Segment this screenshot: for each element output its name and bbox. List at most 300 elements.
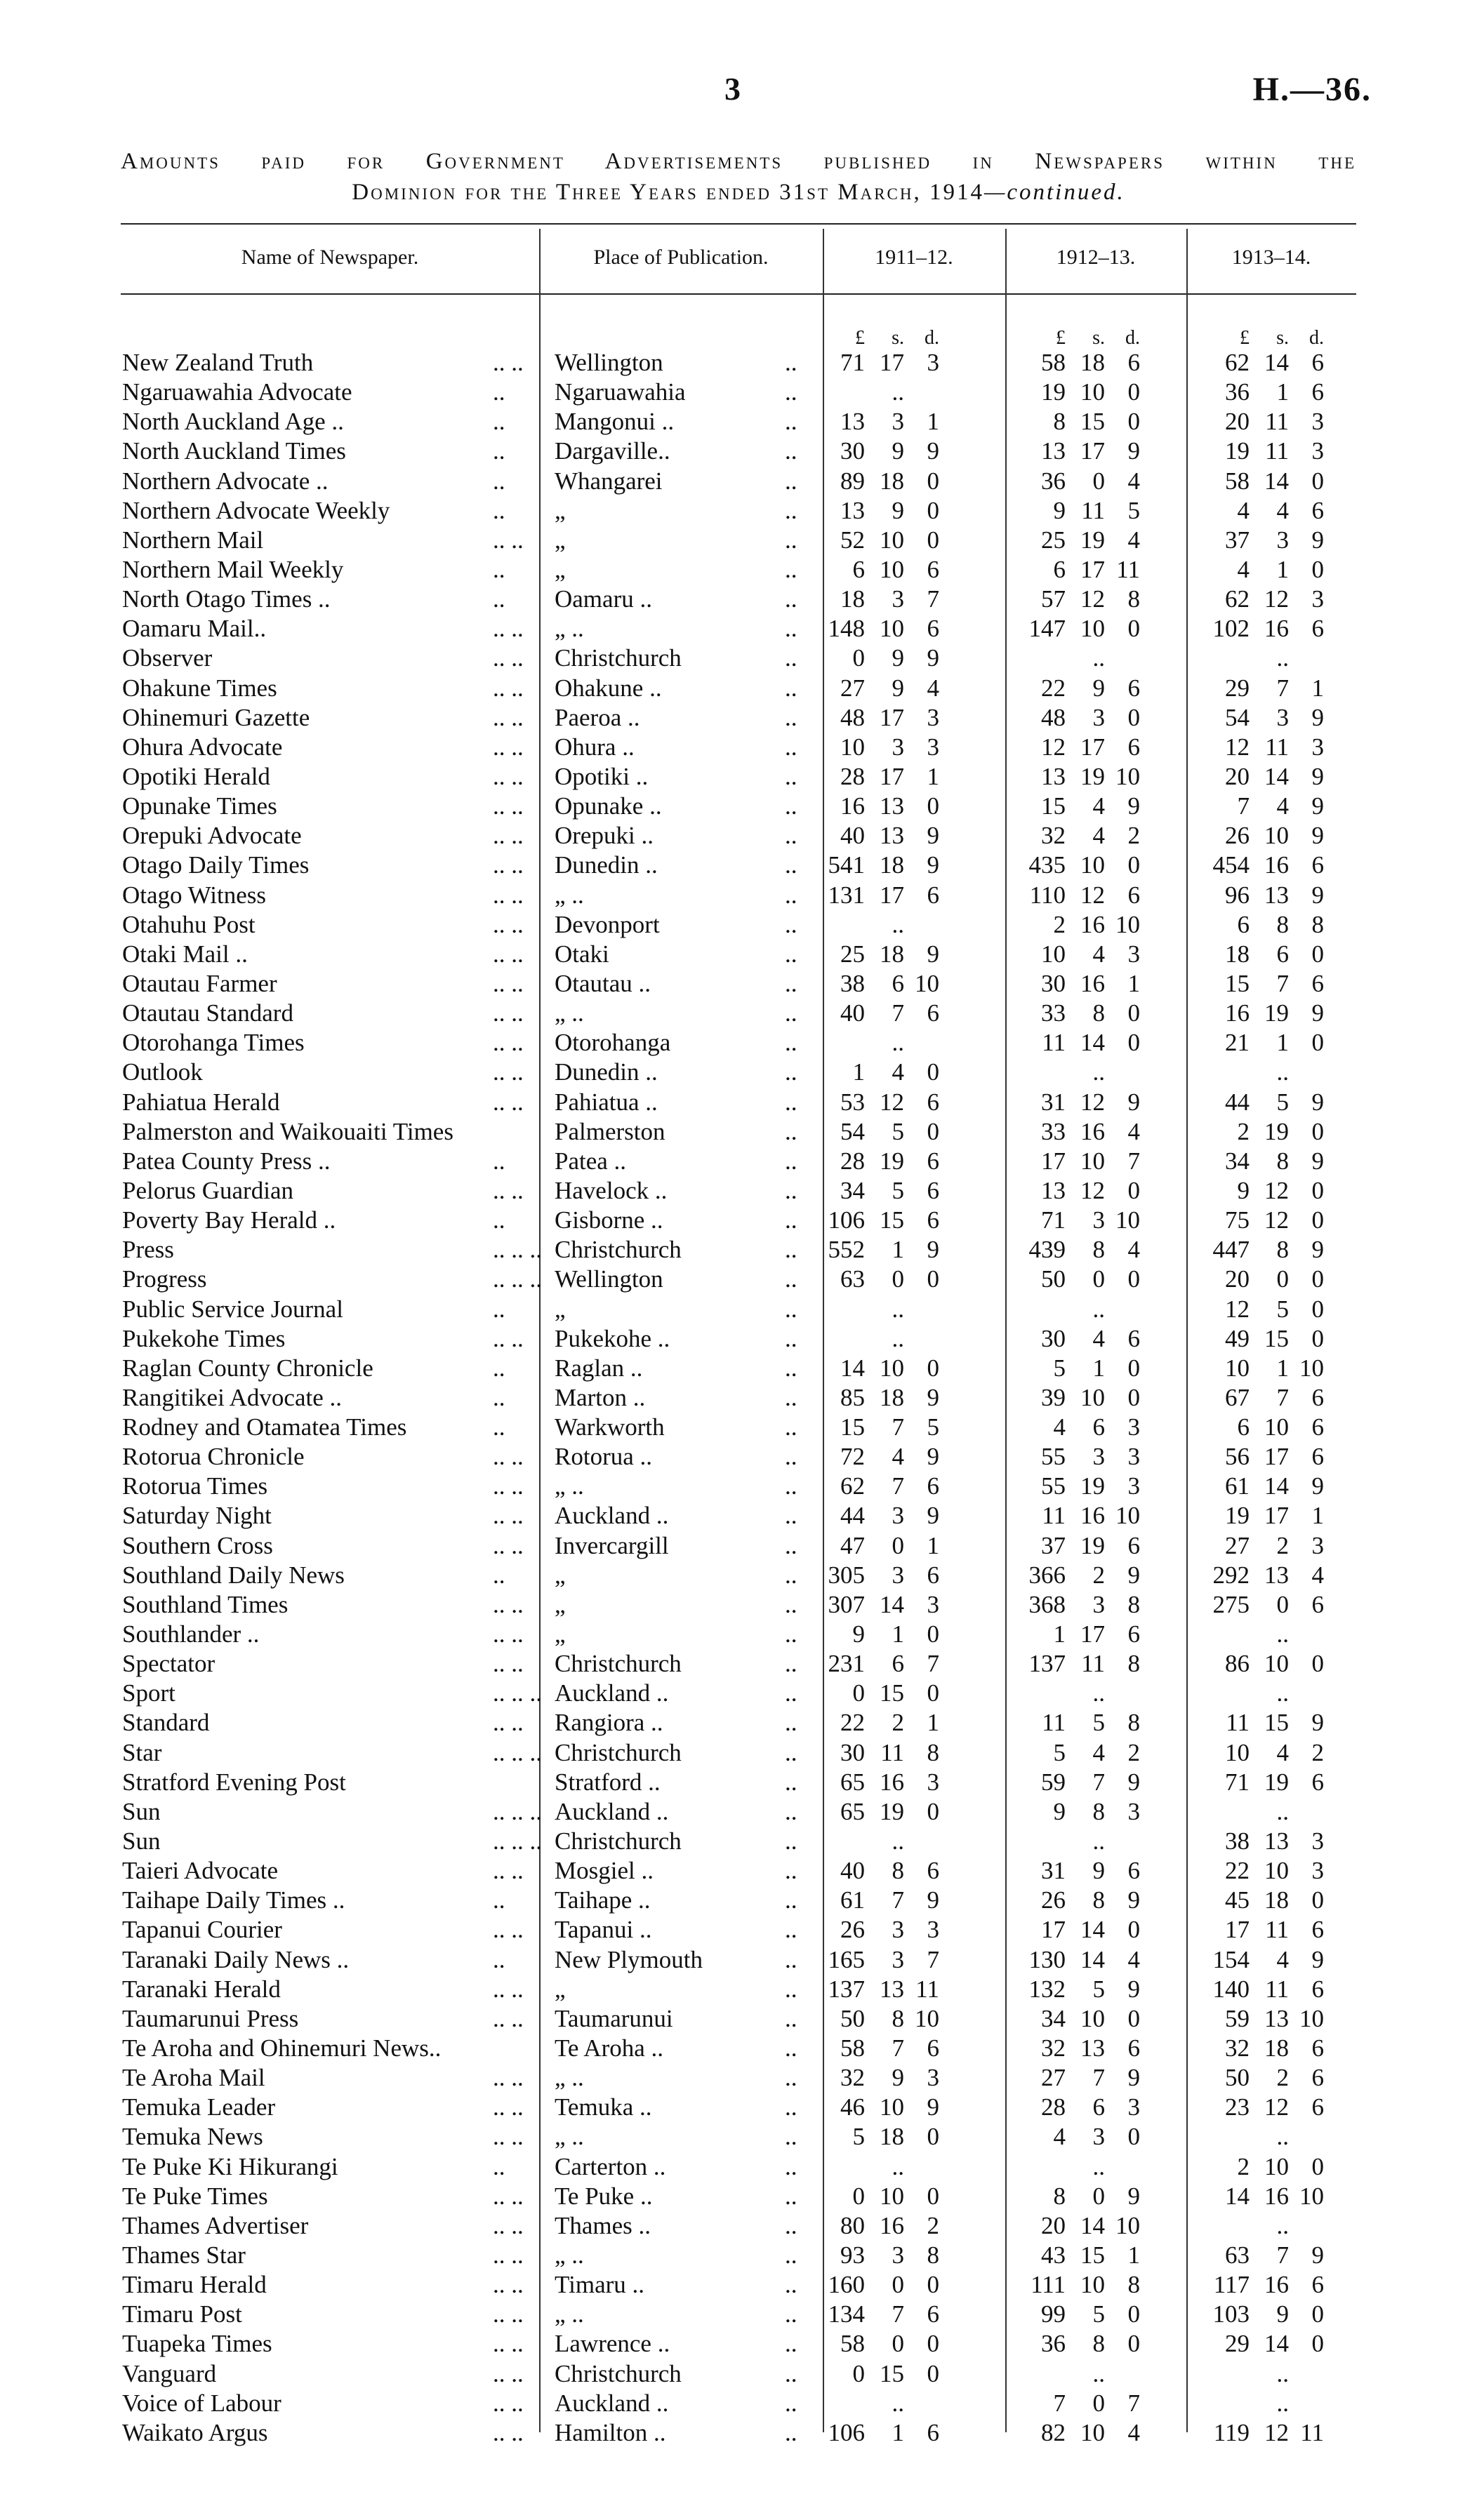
amount-pounds: 30 xyxy=(840,1738,865,1766)
amount-pounds: 12 xyxy=(1041,733,1066,761)
amount-y2 xyxy=(1008,614,1140,644)
leader-dots: .. xyxy=(785,733,797,761)
amount-shillings: 11 xyxy=(1265,437,1289,465)
leader-dots: .. .. .. xyxy=(493,1265,542,1293)
amount-pounds: 5 xyxy=(852,2123,865,2151)
table-row xyxy=(121,1561,1356,1590)
amount-shillings: 10 xyxy=(1080,2271,1105,2299)
amount-y1 xyxy=(807,1235,939,1265)
amount-y2 xyxy=(1008,762,1140,792)
table-row xyxy=(121,851,1356,880)
amount-pounds: 10 xyxy=(840,733,865,761)
amount-shillings: 10 xyxy=(880,615,904,643)
amount-pence: 0 xyxy=(1311,1176,1324,1204)
leader-dots: .. xyxy=(785,1413,797,1441)
amount-y1 xyxy=(807,1265,939,1294)
amount-y3 xyxy=(1192,614,1324,644)
amount-pence: 9 xyxy=(927,940,939,968)
newspaper-name: Pukekohe Times xyxy=(122,1324,286,1352)
leader-dots: .. xyxy=(785,762,797,790)
amount-pounds: 37 xyxy=(1041,1531,1066,1559)
amount-shillings: .. xyxy=(1092,1679,1105,1707)
amount-y3 xyxy=(1192,1235,1324,1265)
table-row xyxy=(121,1915,1356,1945)
amount-pounds: 292 xyxy=(1212,1561,1250,1589)
table-row xyxy=(121,881,1356,910)
amount-pounds xyxy=(1008,1295,1066,1324)
amount-pence: 9 xyxy=(927,1443,939,1471)
leader-dots: .. xyxy=(785,1029,797,1057)
table-row xyxy=(121,1235,1356,1265)
table-row xyxy=(121,644,1356,673)
amount-pence: 3 xyxy=(1127,2093,1140,2121)
amount-pence: 0 xyxy=(1311,2300,1324,2328)
place-of-publication: „ xyxy=(555,1620,566,1648)
amount-pounds xyxy=(1192,1679,1250,1708)
amount-pounds: 0 xyxy=(852,2359,865,2387)
place-of-publication: Opotiki .. xyxy=(555,762,649,790)
amount-shillings: 3 xyxy=(892,733,904,761)
newspaper-name: North Auckland Age .. xyxy=(122,408,344,436)
leader-dots: .. xyxy=(785,2359,797,2387)
amount-y3 xyxy=(1192,2034,1324,2063)
place-of-publication: Tapanui .. xyxy=(555,1916,652,1944)
newspaper-name: Sport xyxy=(122,1679,175,1707)
amount-shillings: 10 xyxy=(1264,1857,1289,1885)
amount-y2 xyxy=(1008,1472,1140,1501)
table-row xyxy=(121,1088,1356,1117)
amount-pence: 7 xyxy=(927,1650,939,1678)
newspaper-name: Raglan County Chronicle xyxy=(122,1354,373,1382)
amount-y2 xyxy=(1008,1147,1140,1176)
amount-y3 xyxy=(1192,1886,1324,1915)
amount-pence: 9 xyxy=(1311,1147,1324,1175)
table-row xyxy=(121,2063,1356,2093)
amount-y2 xyxy=(1008,1856,1140,1886)
amount-shillings: 3 xyxy=(892,1916,904,1944)
newspaper-name: Timaru Herald xyxy=(122,2271,267,2299)
amount-shillings: 0 xyxy=(1092,2389,1105,2417)
place-of-publication: Whangarei xyxy=(555,467,663,495)
leader-dots: .. xyxy=(785,2418,797,2446)
amount-pence: 6 xyxy=(927,1088,939,1116)
amount-shillings: .. xyxy=(1276,2389,1289,2417)
place-of-publication: Wellington xyxy=(555,349,663,376)
place-of-publication: „ xyxy=(555,1590,566,1618)
amount-pence: 0 xyxy=(1311,467,1324,495)
leader-dots: .. xyxy=(785,2064,797,2092)
amount-pence: 9 xyxy=(927,1236,939,1264)
leader-dots: .. xyxy=(785,1590,797,1618)
leader-dots: .. xyxy=(785,585,797,613)
place-of-publication: Taihape .. xyxy=(555,1886,651,1914)
place-of-publication: Otaki xyxy=(555,940,609,968)
amount-pence: 6 xyxy=(1127,349,1140,376)
amount-y3 xyxy=(1192,1501,1324,1531)
newspaper-name: Ohura Advocate xyxy=(122,733,283,761)
amount-y2 xyxy=(1008,1886,1140,1915)
amount-shillings: 2 xyxy=(1092,1561,1105,1589)
amount-pounds: 71 xyxy=(1225,1768,1250,1796)
amount-shillings: 5 xyxy=(1092,2300,1105,2328)
amount-y3 xyxy=(1192,821,1324,851)
amount-pounds: 44 xyxy=(840,1502,865,1530)
amount-shillings: 10 xyxy=(1080,2418,1105,2446)
amount-y1 xyxy=(807,703,939,733)
amount-pence: 9 xyxy=(1311,1088,1324,1116)
amount-shillings: 16 xyxy=(880,1768,904,1796)
leader-dots: .. .. xyxy=(493,2330,524,2358)
amount-pounds: 9 xyxy=(1237,1176,1250,1204)
amount-y3 xyxy=(1192,910,1324,940)
amount-y2 xyxy=(1008,1028,1140,1058)
amount-shillings: 19 xyxy=(1264,1768,1289,1796)
amount-pence: 0 xyxy=(1127,2330,1140,2358)
newspaper-name: Otautau Farmer xyxy=(122,969,277,997)
amount-shillings: 4 xyxy=(1276,1945,1289,1973)
newspaper-name: Opotiki Herald xyxy=(122,762,270,790)
amount-pence: 0 xyxy=(927,1679,939,1707)
amount-pence: 3 xyxy=(1311,1531,1324,1559)
amount-pence: 0 xyxy=(1311,1650,1324,1678)
amount-y2 xyxy=(1008,555,1140,585)
amount-pence xyxy=(904,1028,939,1058)
amount-pounds: 38 xyxy=(1225,1827,1250,1855)
amount-pence: 7 xyxy=(1127,2389,1140,2417)
amount-shillings: 16 xyxy=(1264,615,1289,643)
newspaper-name: Voice of Labour xyxy=(122,2389,281,2417)
amount-y3 xyxy=(1192,999,1324,1028)
amount-shillings: 7 xyxy=(1276,969,1289,997)
amount-pounds xyxy=(807,1827,865,1856)
table-row xyxy=(121,1827,1356,1856)
amount-y1 xyxy=(807,999,939,1028)
table-row xyxy=(121,1531,1356,1561)
amount-pounds: 28 xyxy=(1041,2093,1066,2121)
amount-y3 xyxy=(1192,585,1324,614)
amount-pounds: 19 xyxy=(1225,1502,1250,1530)
amount-pence: 0 xyxy=(1127,1383,1140,1411)
amount-pounds xyxy=(807,2152,865,2182)
amount-shillings: 3 xyxy=(1092,703,1105,731)
amount-y3 xyxy=(1192,496,1324,526)
amount-y3 xyxy=(1192,1975,1324,2004)
amount-y3 xyxy=(1192,2418,1324,2448)
table-row xyxy=(121,674,1356,703)
amount-shillings: 7 xyxy=(1276,1383,1289,1411)
newspaper-name: Taranaki Herald xyxy=(122,1975,281,2003)
amount-shillings: 10 xyxy=(1080,378,1105,406)
amount-pence: 0 xyxy=(927,2330,939,2358)
amount-pence: 0 xyxy=(1311,2330,1324,2358)
leader-dots: .. xyxy=(785,2123,797,2151)
amount-pence: 4 xyxy=(927,674,939,702)
leader-dots: .. xyxy=(785,1857,797,1885)
amount-y3 xyxy=(1192,1856,1324,1886)
amount-shillings: 17 xyxy=(1264,1443,1289,1471)
amount-pence: 1 xyxy=(1127,2241,1140,2269)
amount-y2 xyxy=(1008,378,1140,407)
amount-pounds xyxy=(1192,1620,1250,1649)
leader-dots: .. xyxy=(785,1354,797,1382)
amount-shillings: 3 xyxy=(1276,703,1289,731)
amount-shillings: 3 xyxy=(1276,526,1289,554)
amount-pounds: 6 xyxy=(1237,910,1250,938)
leader-dots: .. xyxy=(785,1975,797,2003)
amount-y1 xyxy=(807,2300,939,2329)
leader-dots: .. .. xyxy=(493,733,524,761)
amount-pounds: 23 xyxy=(1225,2093,1250,2121)
amount-pence xyxy=(1289,644,1324,673)
leader-dots: .. .. xyxy=(493,999,524,1027)
amount-pounds: 134 xyxy=(828,2300,865,2328)
amount-shillings: 13 xyxy=(880,792,904,820)
leader-dots: .. xyxy=(785,1383,797,1411)
amount-pence: 2 xyxy=(927,2211,939,2239)
newspaper-name: Ohinemuri Gazette xyxy=(122,703,310,731)
amount-shillings: 10 xyxy=(880,555,904,583)
amount-y3 xyxy=(1192,1945,1324,1975)
amount-pounds: 1 xyxy=(852,1058,865,1086)
table-row xyxy=(121,1501,1356,1531)
amount-pence: 3 xyxy=(1311,733,1324,761)
amount-shillings: .. xyxy=(1276,1797,1289,1825)
place-of-publication: Stratford .. xyxy=(555,1768,661,1796)
leader-dots: .. xyxy=(785,615,797,643)
amount-shillings: 16 xyxy=(1080,910,1105,938)
table-row xyxy=(121,1975,1356,2004)
amount-pence: 6 xyxy=(927,555,939,583)
amount-pounds xyxy=(1008,1827,1066,1856)
place-of-publication: Auckland .. xyxy=(555,1679,669,1707)
amount-y2 xyxy=(1008,1708,1140,1738)
amount-pounds: 4 xyxy=(1237,555,1250,583)
amount-shillings: .. xyxy=(1276,2123,1289,2151)
amount-pence: 6 xyxy=(927,2418,939,2446)
table-row xyxy=(121,1590,1356,1620)
amount-pounds: 154 xyxy=(1212,1945,1250,1973)
leader-dots: .. .. xyxy=(493,762,524,790)
amount-y2 xyxy=(1008,2270,1140,2300)
newspaper-name: North Auckland Times xyxy=(122,437,346,465)
place-of-publication: Invercargill xyxy=(555,1531,669,1559)
place-of-publication: Christchurch xyxy=(555,644,682,672)
amount-pence: 10 xyxy=(1115,1502,1140,1530)
amount-shillings: 13 xyxy=(880,822,904,850)
amount-pounds xyxy=(807,1295,865,1324)
amount-y2 xyxy=(1008,792,1140,821)
amount-pounds: 89 xyxy=(840,467,865,495)
place-of-publication: Dunedin .. xyxy=(555,1058,658,1086)
amount-pounds xyxy=(1192,2359,1250,2389)
amount-pence: 0 xyxy=(1311,1324,1324,1352)
amount-pounds: 19 xyxy=(1225,437,1250,465)
amount-y2 xyxy=(1008,2241,1140,2270)
amount-pence: 0 xyxy=(1311,1886,1324,1914)
amount-shillings: 16 xyxy=(1264,2271,1289,2299)
table-row xyxy=(121,1117,1356,1147)
amount-pounds: 48 xyxy=(840,703,865,731)
amount-y3 xyxy=(1192,2093,1324,2122)
leader-dots: .. .. xyxy=(493,1472,524,1500)
leader-dots: .. .. xyxy=(493,644,524,672)
amount-pounds: 58 xyxy=(840,2330,865,2358)
amount-y2 xyxy=(1008,1442,1140,1472)
amount-pence: 3 xyxy=(1127,1443,1140,1471)
amount-y1 xyxy=(807,851,939,880)
amount-pounds xyxy=(1192,2211,1250,2241)
amount-pence: 9 xyxy=(1311,822,1324,850)
amount-pounds: 30 xyxy=(1041,1324,1066,1352)
leader-dots: .. xyxy=(785,1088,797,1116)
amount-shillings: 13 xyxy=(880,1975,904,2003)
amount-shillings: 19 xyxy=(1264,1117,1289,1145)
amount-pounds: 54 xyxy=(1225,703,1250,731)
amount-pounds: 11 xyxy=(1226,1709,1250,1737)
amount-shillings: 11 xyxy=(1265,408,1289,436)
amount-y2 xyxy=(1008,2122,1140,2152)
amount-pence: 3 xyxy=(927,1916,939,1944)
leader-dots: .. .. xyxy=(493,1088,524,1116)
amount-pence: 9 xyxy=(1311,1945,1324,1973)
amount-pence xyxy=(1105,2152,1140,2182)
amount-y2 xyxy=(1008,526,1140,555)
amount-pounds: 38 xyxy=(840,969,865,997)
amount-pence xyxy=(1105,1295,1140,1324)
place-of-publication: „ .. xyxy=(555,881,584,909)
amount-shillings: 1 xyxy=(892,2418,904,2446)
amount-pounds xyxy=(1192,1058,1250,1087)
leader-dots: .. .. xyxy=(493,851,524,879)
newspaper-name: Taihape Daily Times .. xyxy=(122,1886,345,1914)
amount-y1 xyxy=(807,467,939,496)
amount-shillings: 11 xyxy=(1265,733,1289,761)
newspaper-name: Northern Mail Weekly xyxy=(122,555,344,583)
amount-y1 xyxy=(807,1472,939,1501)
amount-shillings: 17 xyxy=(880,762,904,790)
amount-y2 xyxy=(1008,2329,1140,2359)
newspaper-name: Stratford Evening Post xyxy=(122,1768,346,1796)
amount-shillings: 12 xyxy=(1080,1176,1105,1204)
amount-shillings: 17 xyxy=(1264,1502,1289,1530)
leader-dots: .. xyxy=(785,1236,797,1264)
amount-shillings: 4 xyxy=(1276,496,1289,524)
amount-pounds: 65 xyxy=(840,1797,865,1825)
leader-dots: .. xyxy=(785,349,797,376)
amount-shillings: 10 xyxy=(880,2093,904,2121)
amount-shillings: 7 xyxy=(1276,2241,1289,2269)
amount-pence: 9 xyxy=(1311,999,1324,1027)
newspaper-name: Star xyxy=(122,1738,162,1766)
amount-shillings: 14 xyxy=(1264,467,1289,495)
amount-shillings: 8 xyxy=(1276,910,1289,938)
amount-y3 xyxy=(1192,555,1324,585)
amount-pence: 6 xyxy=(927,1857,939,1885)
amount-y2 xyxy=(1008,1295,1140,1324)
amount-shillings: 5 xyxy=(1276,1088,1289,1116)
newspaper-name: Observer xyxy=(122,644,213,672)
amount-y3 xyxy=(1192,1620,1324,1649)
amount-shillings: 5 xyxy=(1092,1709,1105,1737)
amount-shillings: 17 xyxy=(1080,555,1105,583)
newspaper-name: Southern Cross xyxy=(122,1531,273,1559)
amount-pounds: 33 xyxy=(1041,1117,1066,1145)
amount-pence: 10 xyxy=(1299,2182,1324,2210)
amount-pounds: 15 xyxy=(840,1413,865,1441)
amount-shillings: 1 xyxy=(1092,1354,1105,1382)
amount-shillings: 4 xyxy=(1092,1324,1105,1352)
amount-pence: 1 xyxy=(927,1709,939,1737)
amount-pounds: 275 xyxy=(1212,1590,1250,1618)
amount-shillings: 0 xyxy=(892,2271,904,2299)
leader-dots: .. xyxy=(493,408,505,436)
amount-pounds: 43 xyxy=(1041,2241,1066,2269)
amount-pounds xyxy=(807,1028,865,1058)
leader-dots: .. xyxy=(785,437,797,465)
amount-pounds: 19 xyxy=(1041,378,1066,406)
leader-dots: .. .. xyxy=(493,2123,524,2151)
amount-pence: 6 xyxy=(1311,2034,1324,2062)
amount-pounds: 29 xyxy=(1225,2330,1250,2358)
amount-shillings: 0 xyxy=(1092,1265,1105,1293)
amount-pence: 10 xyxy=(1115,910,1140,938)
amount-pence: 0 xyxy=(927,1354,939,1382)
amount-shillings: 1 xyxy=(1276,1029,1289,1057)
amount-shillings: 11 xyxy=(1081,1650,1105,1678)
amount-pence: 6 xyxy=(1127,1531,1140,1559)
leader-dots: .. xyxy=(785,1738,797,1766)
amount-pence: 3 xyxy=(1127,1413,1140,1441)
amount-shillings: 12 xyxy=(1264,1176,1289,1204)
leader-dots: .. xyxy=(785,2271,797,2299)
amount-pence: 6 xyxy=(1127,881,1140,909)
amount-y3 xyxy=(1192,2063,1324,2093)
amount-pounds: 8 xyxy=(1053,2182,1066,2210)
leader-dots: .. .. xyxy=(493,2271,524,2299)
leader-dots: .. xyxy=(785,1886,797,1914)
amount-pence: 6 xyxy=(1127,733,1140,761)
leader-dots: .. .. xyxy=(493,910,524,938)
amount-shillings: 3 xyxy=(892,1945,904,1973)
newspaper-name: Sun xyxy=(122,1827,161,1855)
amount-y3 xyxy=(1192,378,1324,407)
amount-shillings: 9 xyxy=(1092,1857,1105,1885)
table-row xyxy=(121,2300,1356,2329)
amount-pence: 6 xyxy=(1127,674,1140,702)
amount-pounds: 0 xyxy=(852,2182,865,2210)
amount-y1 xyxy=(807,585,939,614)
leader-dots: .. xyxy=(493,2152,505,2180)
table-row xyxy=(121,585,1356,614)
amount-pounds: 52 xyxy=(840,526,865,554)
amount-shillings: 14 xyxy=(1264,349,1289,376)
newspaper-name: Taranaki Daily News .. xyxy=(122,1945,350,1973)
place-of-publication: Raglan .. xyxy=(555,1354,643,1382)
amount-y1 xyxy=(807,1176,939,1206)
leader-dots: .. xyxy=(493,1354,505,1382)
table-row xyxy=(121,1708,1356,1738)
amount-shillings: 7 xyxy=(1092,2064,1105,2092)
amount-y2 xyxy=(1008,1324,1140,1354)
amount-y1 xyxy=(807,2270,939,2300)
amount-pence: 6 xyxy=(927,615,939,643)
amount-y2 xyxy=(1008,1531,1140,1561)
amount-pounds: 7 xyxy=(1053,2389,1066,2417)
amount-pounds: 11 xyxy=(1042,1709,1066,1737)
table-row xyxy=(121,1058,1356,1087)
leader-dots: .. xyxy=(785,1147,797,1175)
amount-pence: 1 xyxy=(1311,674,1324,702)
